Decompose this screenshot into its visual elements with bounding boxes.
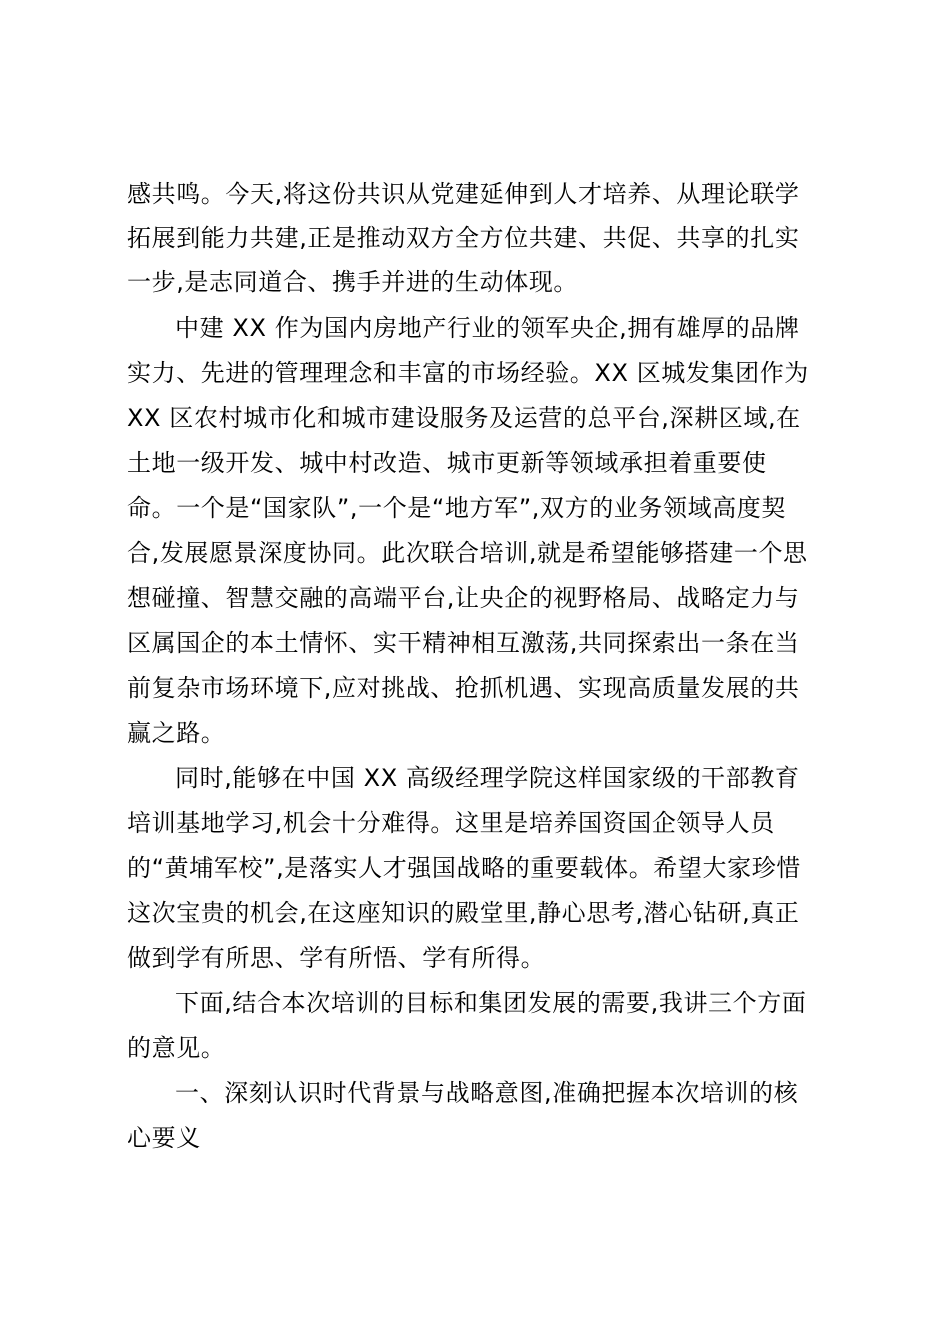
text-line: 区属国企的本土情怀、实干精神相互激荡,共同探索出一条在当 [127,629,800,657]
section-heading: 一、深刻认识时代背景与战略意图,准确把握本次培训的核 [175,1079,799,1107]
text-line: 实力、先进的管理理念和丰富的市场经验。XX 区城发集团作为 [127,359,809,387]
paragraph-first-line: 中建 XX 作为国内房地产行业的领军央企,拥有雄厚的品牌 [175,314,800,342]
paragraph-first-line: 同时,能够在中国 XX 高级经理学院这样国家级的干部教育 [175,764,800,792]
text-line: 一步,是志同道合、携手并进的生动体现。 [127,268,579,296]
text-line: 这次宝贵的机会,在这座知识的殿堂里,静心思考,潜心钻研,真正 [127,899,800,927]
paragraph-first-line: 下面,结合本次培训的目标和集团发展的需要,我讲三个方面 [175,989,807,1017]
text-line: 土地一级开发、城中村改造、城市更新等领域承担着重要使 [127,449,767,477]
text-line: 的意见。 [127,1034,226,1062]
text-line: 赢之路。 [127,719,226,747]
text-line: 拓展到能力共建,正是推动双方全方位共建、共促、共享的扎实 [127,224,800,252]
text-line: XX 区农村城市化和城市建设服务及运营的总平台,深耕区域,在 [127,404,801,432]
text-line: 合,发展愿景深度协同。此次联合培训,就是希望能够搭建一个思 [127,539,808,567]
text-line: 前复杂市场环境下,应对挑战、抢抓机遇、实现高质量发展的共 [127,674,800,702]
text-line: 做到学有所思、学有所悟、学有所得。 [127,944,546,972]
section-heading-continuation: 心要义 [127,1124,201,1152]
text-line: 想碰撞、智慧交融的高端平台,让央企的视野格局、战略定力与 [127,584,800,612]
text-line: 的“黄埔军校”,是落实人才强国战略的重要载体。希望大家珍惜 [127,854,801,882]
text-line: 感共鸣。今天,将这份共识从党建延伸到人才培养、从理论联学 [127,180,800,208]
text-line: 培训基地学习,机会十分难得。这里是培养国资国企领导人员 [127,809,775,837]
text-line: 命。一个是“国家队”,一个是“地方军”,双方的业务领域高度契 [127,494,786,522]
